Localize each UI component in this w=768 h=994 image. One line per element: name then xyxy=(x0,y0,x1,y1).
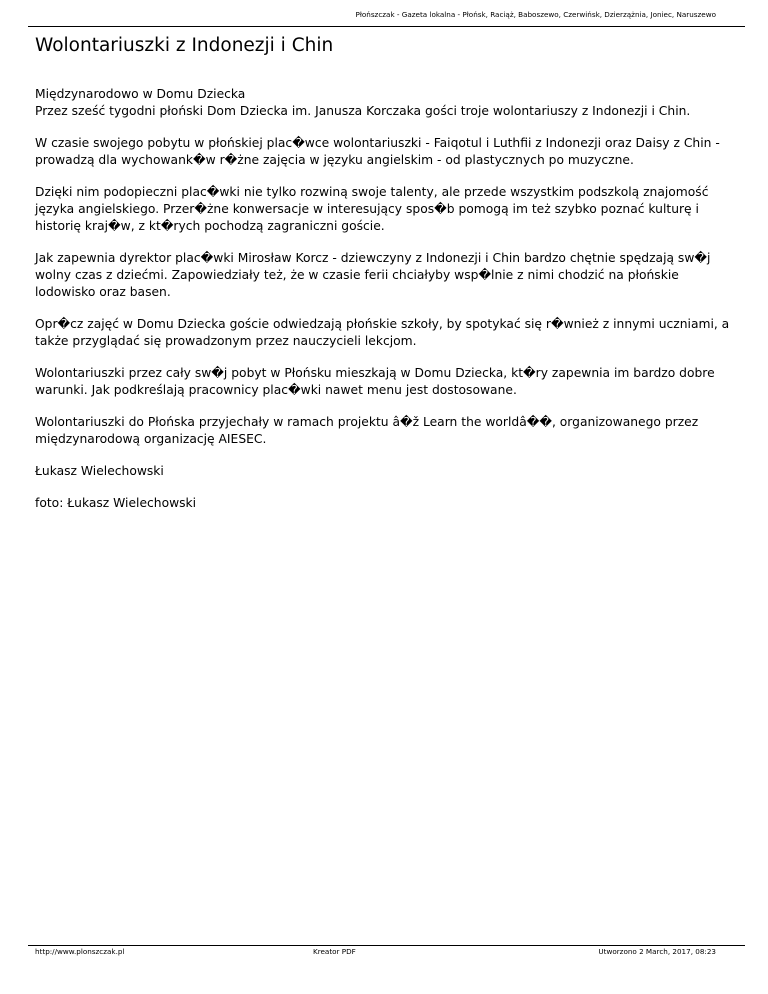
photo-credit xyxy=(35,495,735,512)
article-title: Wolontariuszki z Indonezji i Chin xyxy=(35,35,334,56)
author-line xyxy=(35,463,735,480)
header-divider xyxy=(28,26,745,27)
article-paragraph xyxy=(35,250,735,301)
article-body xyxy=(35,86,735,527)
paragraph-line: Wolontariuszki do Płońska przyjechały w ramach projektu â�ž Learn the worldâ��, organizowanego przez międzynarodową organizację AIESEC. xyxy=(35,415,699,446)
paragraph-line: Opr�cz zajęć w Domu Dziecka goście odwiedzają płońskie szkoły, by spotykać się r�wnież z innymi uczniami, a także przyglądać się prowadzonym przez nauczycieli lekcjom. xyxy=(35,317,730,348)
article-paragraph xyxy=(35,86,735,120)
paragraph-line: Międzynarodowo w Domu Dziecka xyxy=(35,87,246,101)
author-name: Łukasz Wielechowski xyxy=(35,464,164,478)
paragraph-line: Jak zapewnia dyrektor plac�wki Mirosław Korcz - dziewczyny z Indonezji i Chin bardzo chętnie spędzają sw�j wolny czas z dziećmi. Zapowiedziały też, że w czasie ferii chciałyby wsp�lnie z nimi chodzić na płońskie lodowisko oraz basen. xyxy=(35,251,711,299)
photo-credit-text: foto: Łukasz Wielechowski xyxy=(35,496,197,510)
page-header: Płońszczak - Gazeta lokalna - Płońsk, Raciąż, Baboszewo, Czerwińsk, Dzierzążnia, Joniec, Naruszewo xyxy=(355,10,716,19)
paragraph-line: Wolontariuszki przez cały sw�j pobyt w Płońsku mieszkają w Domu Dziecka, kt�ry zapewnia im bardzo dobre warunki. Jak podkreślają pracownicy plac�wki nawet menu jest dostosowane. xyxy=(35,366,715,397)
article-paragraph xyxy=(35,316,735,350)
paragraph-line: W czasie swojego pobytu w płońskiej plac�wce wolontariuszki - Faiqotul i Luthfii z Indonezji oraz Daisy z Chin - prowadzą dla wychowank�w r�żne zajęcia w języku angielskim - od plastycznych po muzyczne. xyxy=(35,136,720,167)
paragraph-line: Przez sześć tygodni płoński Dom Dziecka im. Janusza Korczaka gości troje wolontariuszy z Indonezji i Chin. xyxy=(35,104,691,118)
article-paragraph xyxy=(35,135,735,169)
article-paragraph xyxy=(35,184,735,235)
article-paragraph xyxy=(35,414,735,448)
footer-divider xyxy=(28,945,745,946)
paragraph-line: Dzięki nim podopieczni plac�wki nie tylko rozwiną swoje talenty, ale przede wszystkim podszkolą znajomość języka angielskiego. Przer�żne konwersacje w interesujący spos�b pomogą im też szybko poznać kulturę i historię kraj�w, z kt�rych pochodzą zagraniczni goście. xyxy=(35,185,709,233)
footer-generator: Kreator PDF xyxy=(313,947,356,956)
article-paragraph xyxy=(35,365,735,399)
footer-url: http://www.plonszczak.pl xyxy=(35,947,125,956)
footer-created-date: Utworzono 2 March, 2017, 08:23 xyxy=(598,947,716,956)
